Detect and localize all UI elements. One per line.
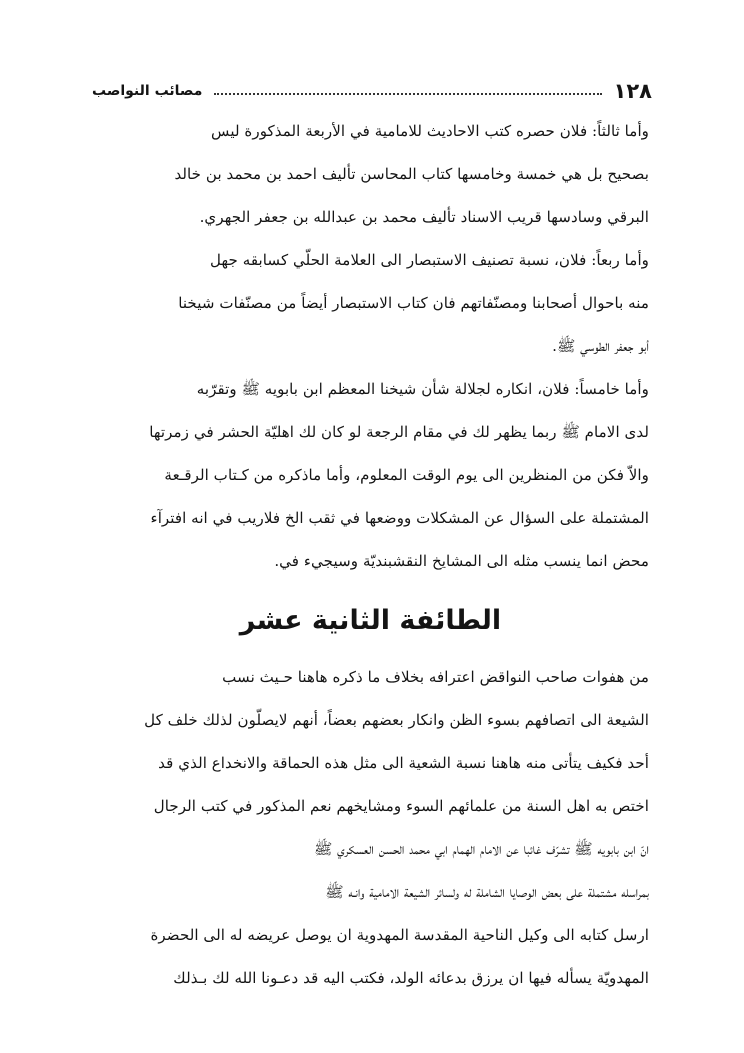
text-line: أبو جعفر الطوسي ﷺ. bbox=[552, 337, 649, 355]
text-line: المشتملة على السؤال عن المشكلات ووضعها في ثقب الخ فلاريب في انه افترآء bbox=[150, 509, 649, 527]
section-1-text bbox=[92, 110, 649, 583]
page-header bbox=[92, 74, 652, 108]
text-line: بمراسله مشتملة على بعض الوصايا الشاملة له ولسائر الشيعة الامامية وانـه ﷺ bbox=[325, 883, 649, 901]
text-line: البرقي وسادسها قريب الاسناد تأليف محمد بن عبدالله بن جعفر الجهري. bbox=[199, 208, 649, 226]
text-line: المهدويّة يسأله فيها ان يرزق بدعائه الولد، فكتب اليه قد دعـونا الله لك بـذلك bbox=[173, 969, 649, 987]
text-line: أحد فكيف يتأتى منه هاهنا نسبة الشعية الى مثل هذه الحماقة والانخداع الذي قد bbox=[158, 754, 649, 772]
text-line: وأما ربعاً: فلان، نسبة تصنيف الاستبصار الى العلامة الحلّي كسابقه جهل bbox=[210, 251, 649, 269]
section-2-text bbox=[92, 656, 649, 1000]
text-line: من هفوات صاحب النواقض اعترافه بخلاف ما ذكره هاهنا حـيث نسب bbox=[222, 668, 649, 686]
text-line: اختص به اهل السنة من علمائهم السوء ومشايخهم نعم المذكور في كتب الرجال bbox=[153, 797, 649, 815]
text-line: الشيعة الى اتصافهم بسوء الظن وانكار بعضهم بعضاً، أنهم لايصلّون لذلك خلف كل bbox=[144, 711, 649, 729]
text-line: ارسل كتابه الى وكيل الناحية المقدسة المهدوية ان يوصل عريضه له الى الحضرة bbox=[150, 926, 649, 944]
page-number: ١٢٨ bbox=[613, 79, 652, 103]
text-line: انّ ابن بابويه ﷺ تشرّف غائبا عن الامام الهمام ابي محمد الحسن العسكري ﷺ bbox=[314, 840, 649, 858]
text-line: محض انما ينسب مثله الى المشايخ النقشبنديّة وسيجيء في. bbox=[274, 552, 649, 570]
text-line: والاّ فكن من المنظرين الى يوم الوقت المعلوم، وأما ماذكره من كـتاب الرقـعة bbox=[164, 466, 649, 484]
text-line: وأما ثالثاً: فلان حصره كتب الاحاديث للامامية في الأربعة المذكورة ليس bbox=[211, 122, 649, 140]
text-line: بصحيح بل هي خمسة وخامسها كتاب المحاسن تأليف احمد بن محمد بن خالد bbox=[174, 165, 649, 183]
text-line: وأما خامساً: فلان، انكاره لجلالة شأن شيخنا المعظم ابن بابويه ﷺ وتقرّبه bbox=[196, 380, 649, 398]
text-line: منه باحوال أصحابنا ومصنّفاتهم فان كتاب الاستبصار أيضاً من مصنّفات شيخنا bbox=[178, 294, 649, 312]
header-dotted-leader bbox=[214, 93, 601, 95]
section-heading: الطائفة الثانية عشر bbox=[239, 605, 502, 636]
text-line: لدى الامام ﷺ ربما يظهر لك في مقام الرجعة لو كان لك اهليّة الحشر في زمرتها bbox=[149, 423, 649, 441]
book-title: مصائب النواصب bbox=[92, 83, 203, 99]
